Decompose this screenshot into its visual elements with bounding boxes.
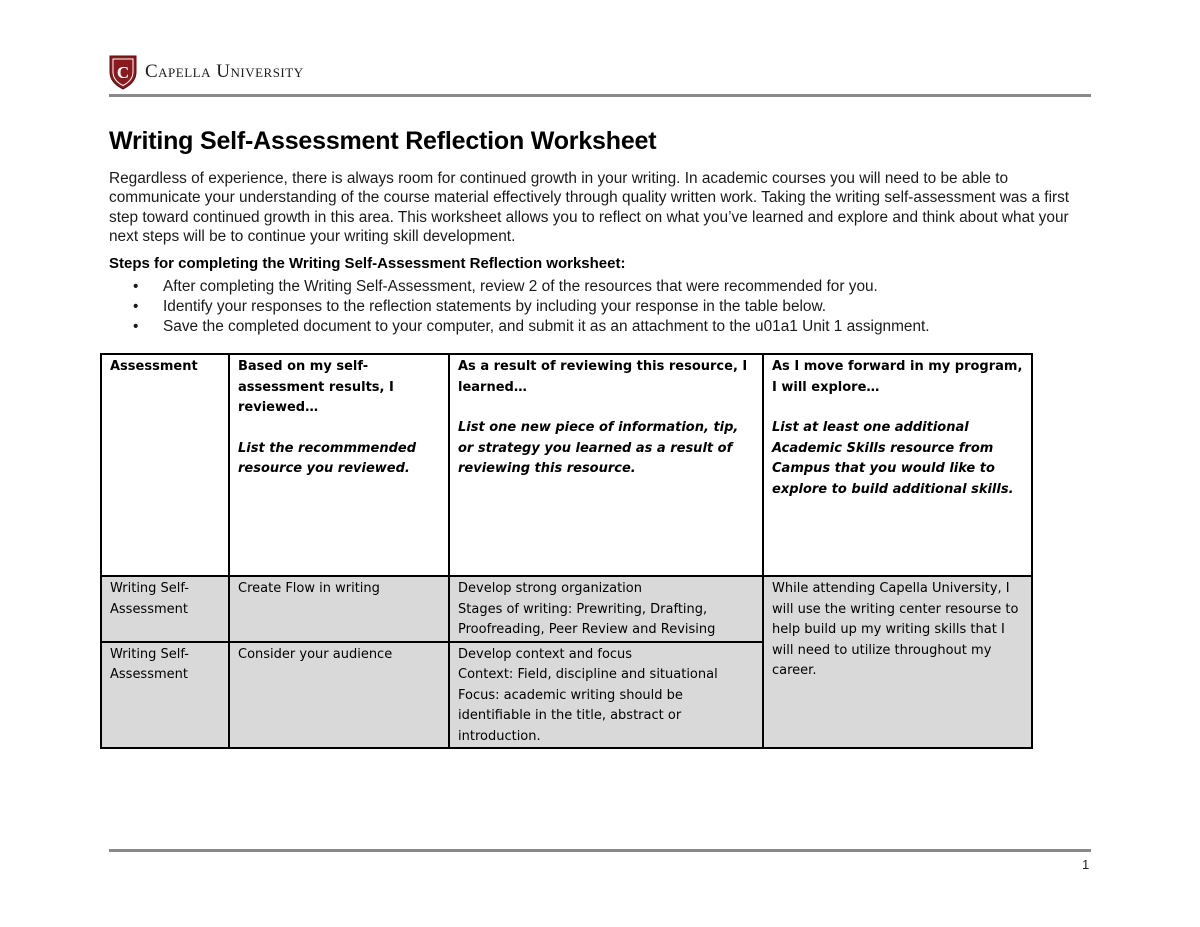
header-cell-reviewed: Based on my self-assessment results, I reviewed… List the recommmended resource you reviewed. [229,354,449,576]
header-cell-assessment: Assessment [101,354,229,576]
page-title: Writing Self-Assessment Reflection Worksheet [109,127,657,155]
footer-divider [109,849,1091,852]
table-header-row [101,354,1032,576]
logo-wordmark: Capella University [145,61,304,82]
table-row [101,576,1032,642]
intro-paragraph: Regardless of experience, there is always room for continued growth in your writing. In academic courses you will need to be able to communicate your understanding of the course material effectively through quality written work. Taking the writing self-assessment was a first step toward continued growth in this area. This worksheet allows you to reflect on what you’ve learned and explore and think about what your next steps will be to continue your writing skill development. [109,170,1070,245]
bullet-icon: • [133,278,139,295]
svg-text:C: C [116,63,130,82]
explore-cell: While attending Capella University, I will use the writing center resourse to help build up my writing skills that I will need to utilize throughout my career. [763,576,1032,748]
assessment-cell: Writing Self-Assessment [101,642,229,749]
steps-list [109,277,930,336]
header-divider [109,94,1091,97]
bullet-icon: • [133,297,139,315]
reviewed-cell: Consider your audience [229,642,449,749]
learned-cell: Develop context and focus Context: Field, discipline and situational Focus: academic writing should be identifiable in the title, abstract or introduction. [449,642,763,749]
reviewed-cell: Create Flow in writing [229,576,449,642]
header-cell-learned: As a result of reviewing this resource, I learned… List one new piece of information, tip, or strategy you learned as a result of reviewing this resource. [449,354,763,576]
header-cell-explore: As I move forward in my program, I will explore… List at least one additional Academic Skills resource from Campus that you would like to explore to build additional skills. [763,354,1032,576]
list-item: • Identify your responses to the reflection statements by including your response in the table below. [133,297,827,315]
learned-cell: Develop strong organization Stages of writing: Prewriting, Drafting, Proofreading, Peer Review and Revising [449,576,763,642]
bullet-icon: • [133,317,139,335]
reflection-table [100,353,1033,749]
steps-heading: Steps for completing the Writing Self-Assessment Reflection worksheet: [109,255,626,272]
list-item: • Save the completed document to your computer, and submit it as an attachment to the u01a1 Unit 1 assignment. [133,317,930,335]
page-number: 1 [1082,857,1090,872]
list-item: • After completing the Writing Self-Assessment, review 2 of the resources that were recommended for you. [133,278,878,295]
assessment-cell: Writing Self-Assessment [101,576,229,642]
shield-logo-icon [108,54,138,90]
capella-logo [108,54,304,90]
